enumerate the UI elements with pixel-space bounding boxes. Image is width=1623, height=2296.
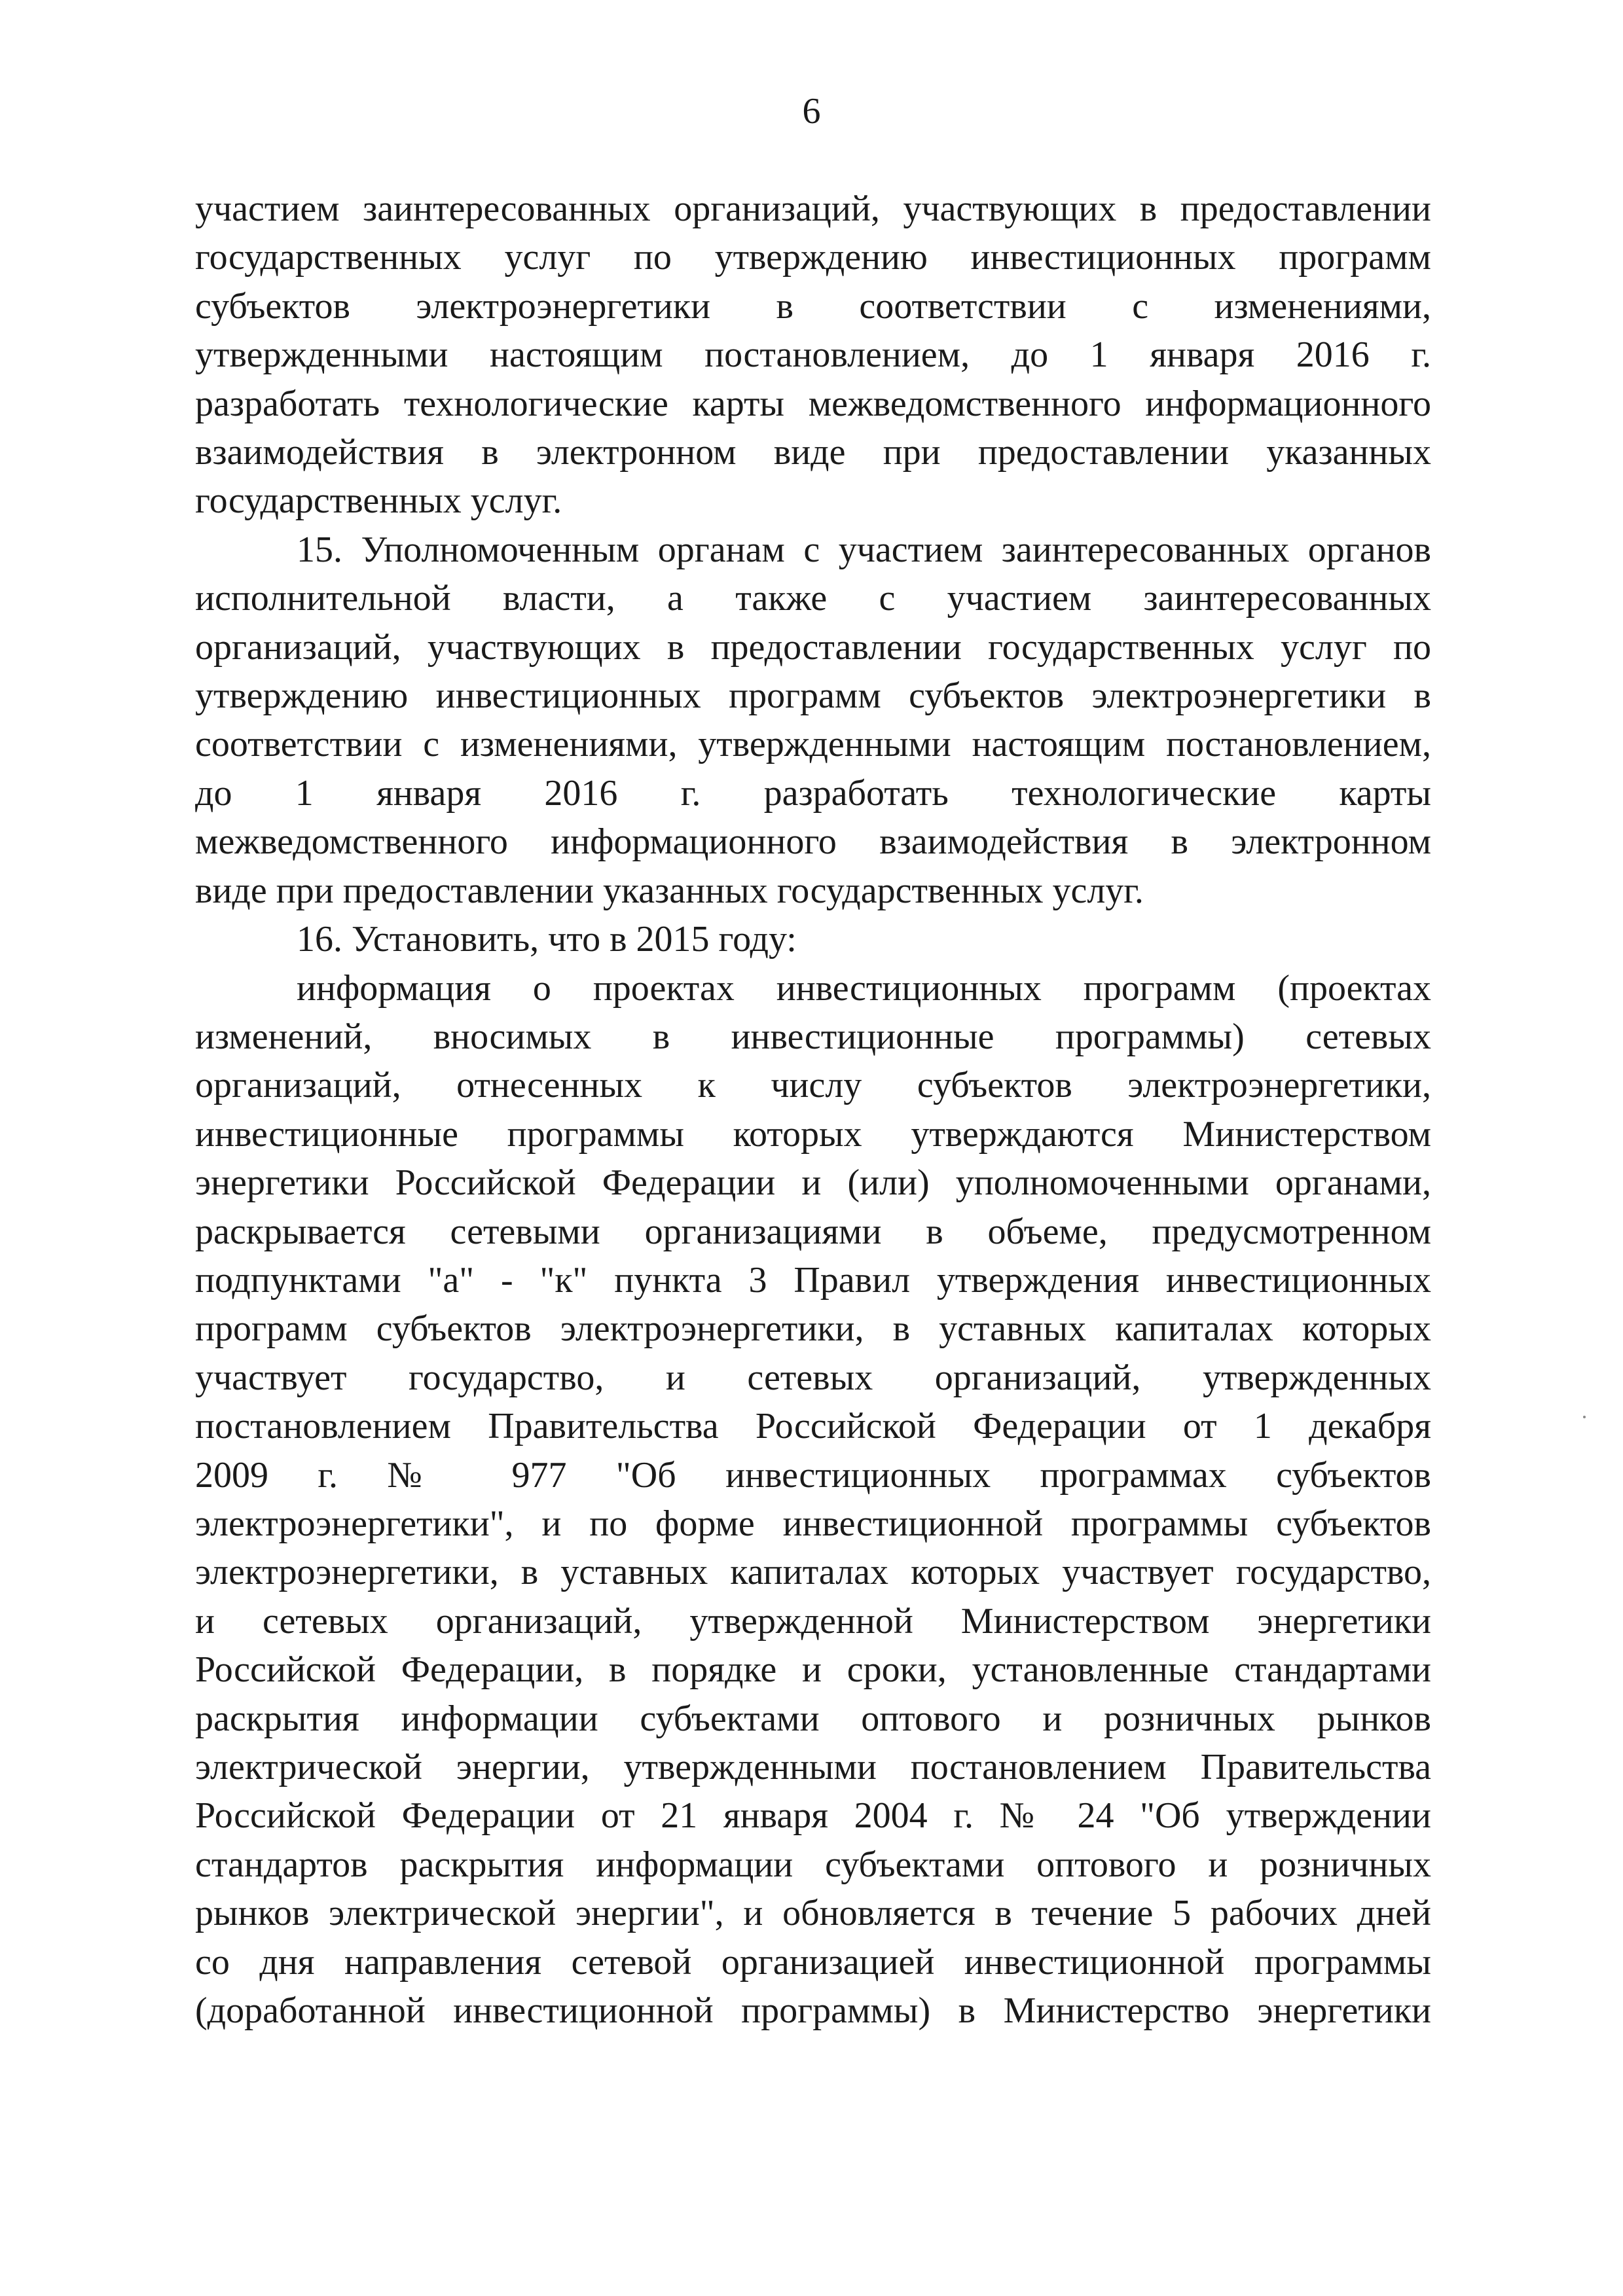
text-line: рынков электрической энергии", и обновляется в течение 5 рабочих дней [195,1893,1431,1934]
text-line: со дня направления сетевой организацией инвестиционной программы [195,1941,1431,1982]
text-line: электроэнергетики", и по форме инвестиционной программы субъектов [195,1503,1431,1544]
text-line: электроэнергетики, в уставных капиталах которых участвует государство, [195,1552,1431,1593]
text-line: участвует государство, и сетевых организаций, утвержденных [195,1357,1431,1398]
text-line: энергетики Российской Федерации и (или) уполномоченными органами, [195,1162,1431,1204]
text-line: постановлением Правительства Российской Федерации от 1 декабря [195,1406,1431,1447]
text-line: инвестиционные программы которых утверждаются Министерством [195,1113,1431,1155]
text-line: программ субъектов электроэнергетики, в уставных капиталах которых [195,1308,1431,1350]
text-line: и сетевых организаций, утвержденной Министерством энергетики [195,1600,1431,1641]
text-line: Российской Федерации от 21 января 2004 г. № 24 "Об утверждении [195,1795,1431,1837]
paragraph-p-16 [195,915,1431,963]
text-line: межведомственного информационного взаимодействия в электронном [195,821,1431,863]
text-line: исполнительной власти, а также с участием заинтересованных [195,578,1431,619]
text-line: изменений, вносимых в инвестиционные программы) сетевых [195,1016,1431,1057]
text-line: утвержденными настоящим постановлением, до 1 января 2016 г. [195,334,1431,376]
text-line: электрической энергии, утвержденными постановлением Правительства [195,1747,1431,1787]
text-line: 15. Уполномоченным органам с участием заинтересованных органов [297,529,1431,570]
text-line: стандартов раскрытия информации субъектами оптового и розничных [195,1844,1431,1885]
text-line: соответствии с изменениями, утвержденными настоящим постановлением, [195,724,1431,765]
text-line: (доработанной инвестиционной программы) в Министерство энергетики [195,1990,1431,2032]
text-line: виде при предоставлении указанных государственных услуг. [195,870,1144,911]
text-line: информация о проектах инвестиционных программ (проектах [297,967,1431,1009]
paragraph-p-16-info [195,964,1431,2036]
text-line: субъектов электроэнергетики в соответствии с изменениями, [195,285,1431,327]
text-line: Российской Федерации, в порядке и сроки, установленные стандартами [195,1649,1431,1691]
paragraph-p-15 [195,526,1431,915]
text-line: разработать технологические карты межведомственного информационного [195,383,1431,424]
document-body [195,185,1431,2035]
text-line: взаимодействия в электронном виде при предоставлении указанных [195,432,1431,473]
text-line: организаций, участвующих в предоставлении государственных услуг по [195,626,1431,668]
text-line: 2009 г. № 977 "Об инвестиционных программах субъектов [195,1454,1431,1496]
scan-speck [1583,1416,1586,1418]
text-line: раскрытия информации субъектами оптового и розничных рынков [195,1698,1431,1739]
text-line: до 1 января 2016 г. разработать технологические карты [195,772,1431,814]
text-line: подпунктами "а" - "к" пункта 3 Правил утверждения инвестиционных [195,1259,1431,1300]
text-line: утверждению инвестиционных программ субъектов электроэнергетики в [195,675,1431,717]
text-line: раскрывается сетевыми организациями в объеме, предусмотренном [195,1211,1431,1252]
page-number: 6 [802,91,821,132]
text-line: государственных услуг по утверждению инвестиционных программ [195,237,1431,278]
paragraph-p-continuation [195,185,1431,526]
text-line: организаций, отнесенных к числу субъектов электроэнергетики, [195,1065,1431,1106]
text-line: участием заинтересованных организаций, участвующих в предоставлении [195,188,1431,229]
text-line: 16. Установить, что в 2015 году: [297,919,797,960]
text-line: государственных услуг. [195,480,562,522]
